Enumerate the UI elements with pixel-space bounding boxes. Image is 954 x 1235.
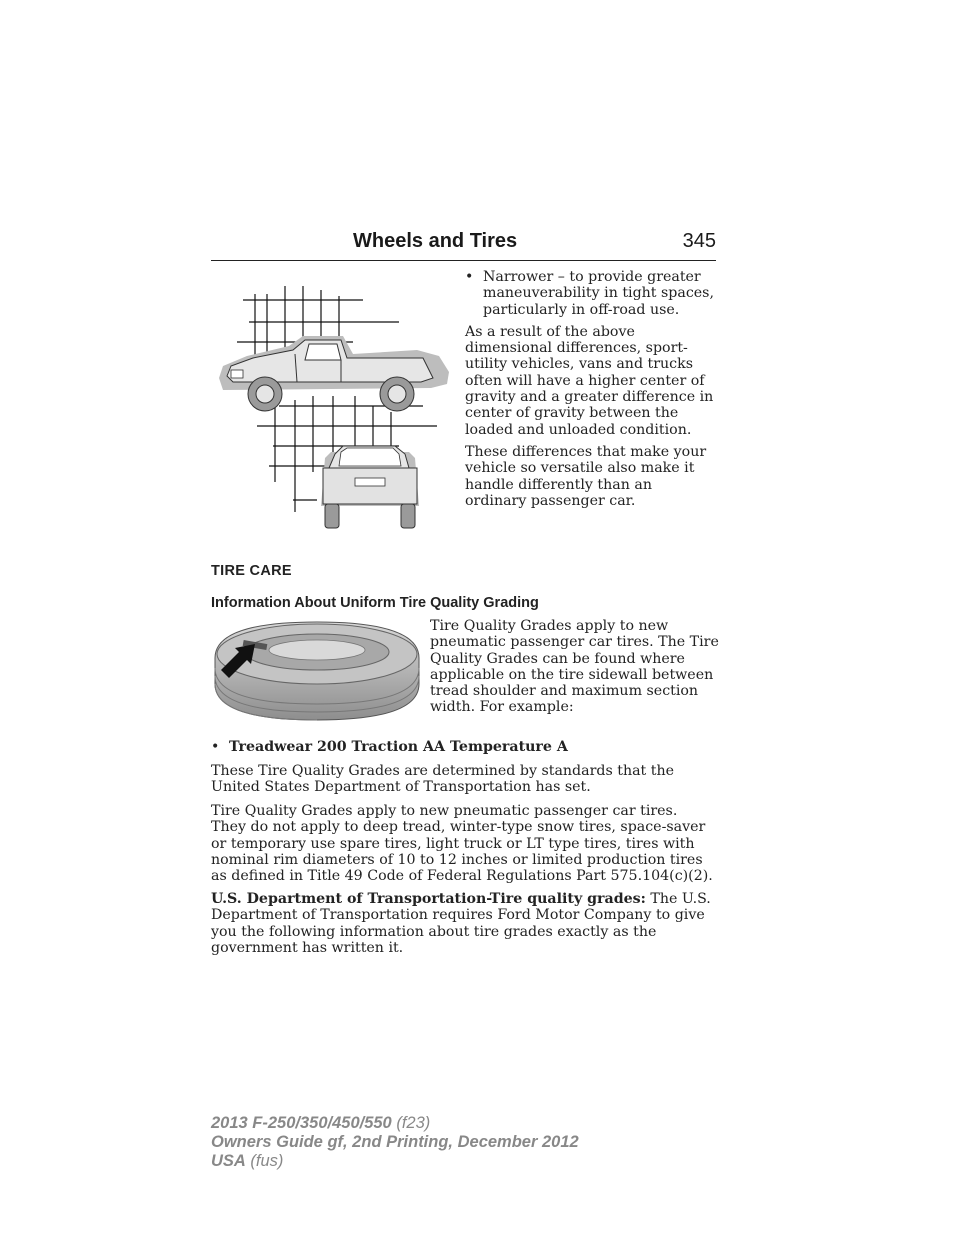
footer-region-code: (fus): [245, 1152, 284, 1170]
page-footer: [211, 1114, 579, 1171]
list-item-text: Narrower – to provide greater maneuverability in tight spaces, particularly in off-road use.: [483, 269, 714, 318]
page-header: [211, 228, 716, 261]
paragraph-dot-grades: [211, 891, 721, 956]
paragraph-standards: [211, 763, 721, 796]
footer-model: 2013 F-250/350/450/550: [211, 1114, 392, 1132]
footer-line: [211, 1152, 579, 1171]
bold-lead: U.S. Department of Transportation-Tire quality grades:: [211, 891, 646, 907]
bullet-dot: •: [465, 269, 474, 285]
paragraph-text: The U.S. Department of Transportation requires Ford Motor Company to give you the following information about tire grades exactly as the government has written it.: [211, 891, 711, 956]
paragraph: As a result of the above dimensional differences, sport-utility vehicles, vans and trucks often will have a higher center of gravity and a greater difference in center of gravity between the loaded and unloaded condition.: [465, 323, 714, 438]
paragraph: These differences that make your vehicle so versatile also make it handle differently than an ordinary passenger car.: [465, 443, 707, 509]
list-item: [465, 269, 717, 318]
truck-dimensions-illustration: [213, 282, 457, 534]
footer-model-code: (f23): [391, 1114, 431, 1132]
tire-grading-text: Tire Quality Grades apply to new pneumatic passenger car tires. The Tire Quality Grades can be found where applicable on the tire sidewall between tread shoulder and maximum section width. For example:: [430, 618, 719, 716]
truck-side-view: [219, 336, 449, 411]
paragraph: These Tire Quality Grades are determined by standards that the United States Department of Transportation has set.: [211, 763, 674, 796]
paragraph: [211, 891, 721, 956]
bullet-dot: •: [211, 739, 220, 755]
tire-sidewall-illustration: [211, 618, 423, 724]
example-bullet: [211, 739, 568, 755]
paragraph-line: Tire Quality Grades apply to new pneumatic passenger car tires.: [211, 803, 678, 819]
footer-guide: Owners Guide gf, 2nd Printing, December 2012: [211, 1133, 579, 1151]
subsection-heading: Information About Uniform Tire Quality Grading: [211, 595, 539, 611]
footer-region: USA: [211, 1152, 246, 1170]
section-heading: TIRE CARE: [211, 563, 292, 579]
footer-line: [211, 1114, 579, 1133]
paragraph-applicability: [211, 803, 721, 884]
truck-rear-view: [321, 446, 419, 528]
right-column-text: [465, 269, 717, 515]
section-title: Wheels and Tires: [353, 230, 518, 252]
page-number: 345: [682, 230, 716, 252]
paragraph: They do not apply to deep tread, winter-type snow tires, space-saver or temporary use spare tires, light truck or LT type tires, tires with nominal rim diameters of 10 to 12 inches or limited production tires as defined in Title 49 Code of Federal Regulations Part 575.104(c)(2).: [211, 819, 713, 885]
example-text: Treadwear 200 Traction AA Temperature A: [229, 739, 568, 755]
